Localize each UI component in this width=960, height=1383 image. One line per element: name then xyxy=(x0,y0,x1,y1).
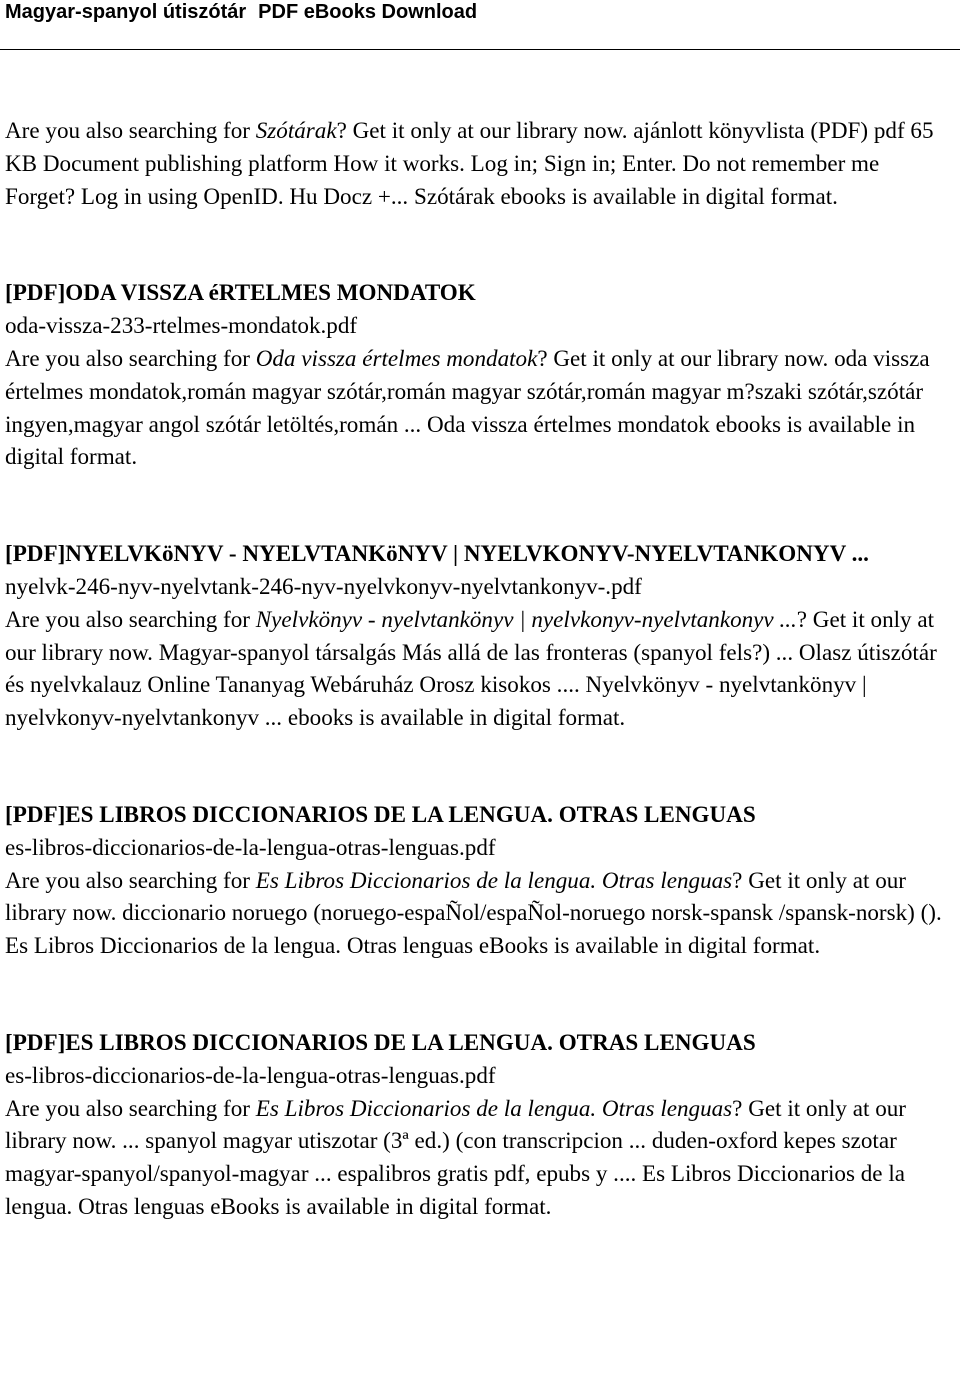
entry-title[interactable]: [PDF]ODA VISSZA éRTELMES MONDATOK xyxy=(5,279,476,306)
intro-search-term: Szótárak xyxy=(255,117,337,143)
entry-title[interactable]: [PDF]ES LIBROS DICCIONARIOS DE LA LENGUA. OTRAS LENGUAS xyxy=(5,800,756,827)
entry-search-term: Es Libros Diccionarios de la lengua. Otras lenguas xyxy=(255,1094,733,1121)
result-entry xyxy=(5,1026,955,1223)
entry-search-term: Oda vissza értelmes mondatok xyxy=(255,344,538,371)
page-content xyxy=(5,114,955,1287)
entry-description: Are you also searching for Oda vissza értelmes mondatok? Get it only at our library now. oda vissza értelmes mondatok,román magyar szótár,román magyar szótár,román magyar m?szaki szótár,szótár ingyen,magyar angol szótár letöltés,román ... Oda vissza értelmes mondatok ebooks is available in digital format. xyxy=(5,344,930,470)
entry-description: Are you also searching for Es Libros Diccionarios de la lengua. Otras lenguas? Get it only at our library now. ... spanyol magyar utiszotar (3ª ed.) (con transcripcion ... duden-oxford kepes szotar magyar-spanyol/spanyol-magyar ... espalibros gratis pdf, epubs y .... Es Libros Diccionarios de la lengua. Otras lenguas eBooks is available in digital format. xyxy=(5,1094,906,1219)
intro-text: Are you also searching for Szótárak? Get it only at our library now. ajánlott könyvlista (PDF) pdf 65 KB Document publishing platform How it works. Log in; Sign in; Enter. Do not remember me Forget? Log in using OpenID. Hu Docz +... Szótárak ebooks is available in digital format. xyxy=(5,117,934,209)
header-title-right: PDF eBooks Download xyxy=(258,1,478,23)
entry-filename: oda-vissza-233-rtelmes-mondatok.pdf xyxy=(5,312,358,339)
entry-search-term: Nyelvkönyv - nyelvtankönyv | nyelvkonyv-nyelvtankonyv ... xyxy=(255,605,797,632)
header-title-left: Magyar-spanyol útiszótár xyxy=(5,1,247,23)
entry-filename: nyelvk-246-nyv-nyelvtank-246-nyv-nyelvkonyv-nyelvtankonyv-.pdf xyxy=(5,572,642,599)
entry-description: Are you also searching for Nyelvkönyv - nyelvtankönyv | nyelvkonyv-nyelvtankonyv ...? Get it only at our library now. Magyar-spanyol társalgás Más allá de las fronteras (spanyol fels?) ... Olasz útiszótár és nyelvkalauz Online Tananyag Webáruház Orosz kisokos .... Nyelvkönyv - nyelvtankönyv | nyelvkonyv-nyelvtankonyv ... ebooks is available in digital format. xyxy=(5,605,937,731)
header-title xyxy=(5,0,477,24)
result-entry xyxy=(5,537,955,734)
result-entry xyxy=(5,798,955,962)
entry-title[interactable]: [PDF]ES LIBROS DICCIONARIOS DE LA LENGUA. OTRAS LENGUAS xyxy=(5,1028,756,1055)
page-header xyxy=(0,0,960,50)
intro-paragraph xyxy=(5,114,955,212)
result-entry xyxy=(5,276,955,473)
entry-filename: es-libros-diccionarios-de-la-lengua-otras-lenguas.pdf xyxy=(5,833,496,860)
entry-search-term: Es Libros Diccionarios de la lengua. Otras lenguas xyxy=(255,866,733,893)
entry-filename: es-libros-diccionarios-de-la-lengua-otras-lenguas.pdf xyxy=(5,1061,496,1088)
entry-title[interactable]: [PDF]NYELVKöNYV - NYELVTANKöNYV | NYELVKONYV-NYELVTANKONYV ... xyxy=(5,540,869,567)
entry-description: Are you also searching for Es Libros Diccionarios de la lengua. Otras lenguas? Get it only at our library now. diccionario noruego (noruego-espaÑol/espaÑol-noruego norsk-spansk /spansk-norsk) (). Es Libros Diccionarios de la lengua. Otras lenguas eBooks is available in digital format. xyxy=(5,866,942,959)
